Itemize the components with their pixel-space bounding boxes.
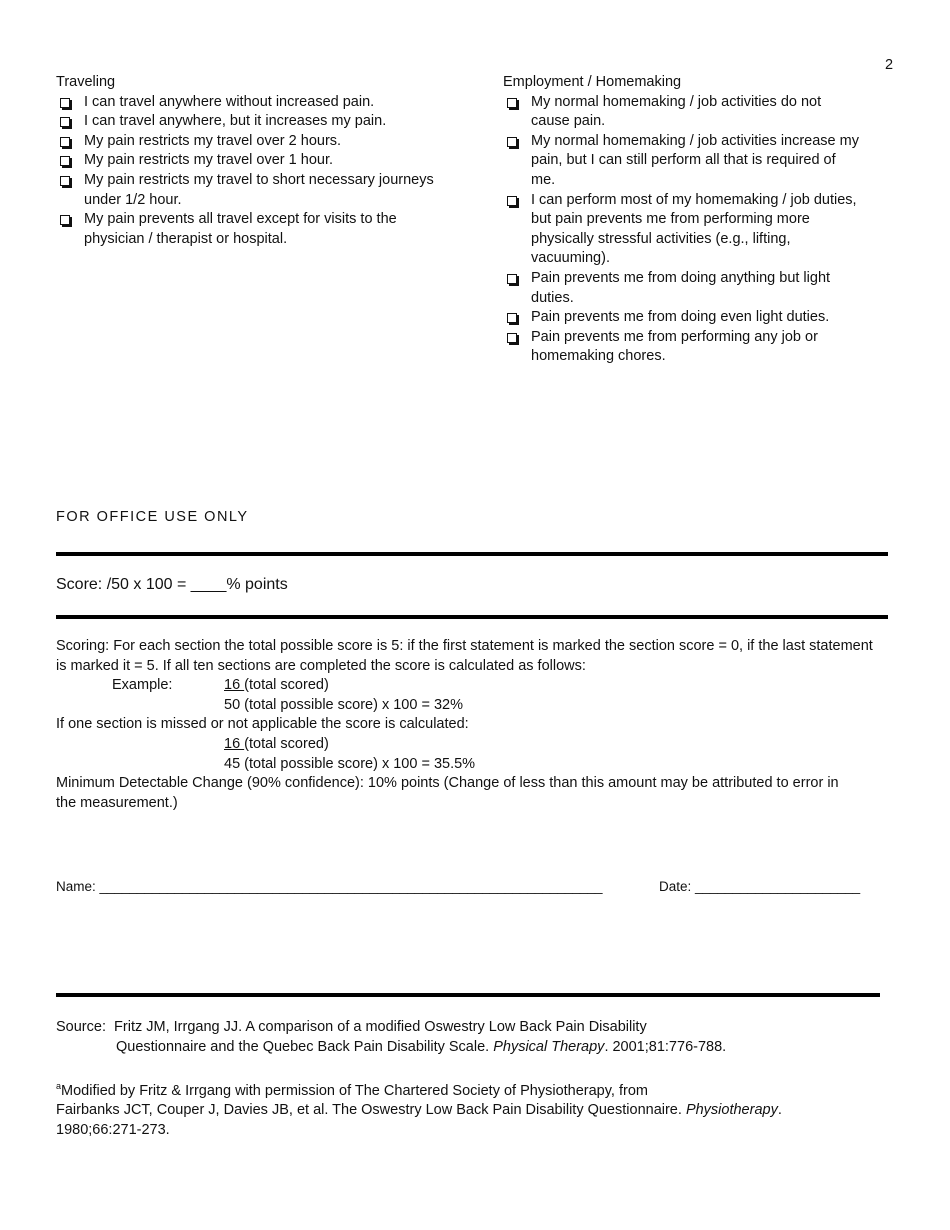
mdc-text: Minimum Detectable Change (90% confidence): 10% points (Change of less than this amount may be attributed to error in the measurement.) bbox=[56, 775, 839, 811]
footnote-marker: a bbox=[56, 1081, 62, 1091]
numerator-note: (total scored) bbox=[244, 677, 329, 694]
denominator: 50 (total possible score) x 100 = 32% bbox=[224, 696, 463, 713]
source-label: Source: bbox=[56, 1019, 106, 1035]
employment-section bbox=[503, 73, 863, 367]
divider bbox=[56, 552, 888, 556]
checkbox[interactable] bbox=[60, 117, 70, 127]
option-label: My pain prevents all travel except for visits to the physician / therapist or hospital. bbox=[84, 211, 397, 247]
checkbox[interactable] bbox=[60, 98, 70, 108]
footnote-text: . bbox=[777, 1102, 782, 1119]
denominator: 45 (total possible score) x 100 = 35.5% bbox=[224, 755, 476, 772]
option-label: My normal homemaking / job activities increase my pain, but I can still perform all that is required of me. bbox=[531, 132, 859, 188]
option-item bbox=[56, 112, 436, 132]
numerator-note: (total scored) bbox=[244, 735, 329, 752]
footnote bbox=[56, 1077, 856, 1141]
option-list bbox=[503, 93, 863, 367]
option-label: I can travel anywhere, but it increases my pain. bbox=[84, 113, 387, 130]
office-use-heading: FOR OFFICE USE ONLY bbox=[56, 509, 249, 525]
option-label: I can travel anywhere without increased pain. bbox=[84, 93, 375, 110]
checkbox[interactable] bbox=[507, 98, 517, 108]
journal-name: Physical Therapy bbox=[493, 1038, 605, 1055]
journal-name: Physiotherapy bbox=[685, 1102, 778, 1119]
option-item bbox=[56, 210, 436, 249]
divider bbox=[56, 615, 888, 619]
option-item bbox=[503, 132, 863, 191]
scoring-instructions bbox=[56, 637, 876, 813]
option-label: My normal homemaking / job activities do not cause pain. bbox=[531, 93, 822, 130]
source-citation bbox=[56, 1018, 856, 1057]
option-label: Pain prevents me from performing any job or homemaking chores. bbox=[531, 328, 818, 365]
option-item bbox=[56, 132, 436, 152]
numerator: 16 bbox=[224, 677, 245, 694]
option-item bbox=[503, 93, 863, 132]
numerator: 16 bbox=[224, 735, 245, 752]
option-item bbox=[503, 328, 863, 367]
divider bbox=[56, 993, 880, 997]
source-text: Questionnaire and the Quebec Back Pain Disability Scale. bbox=[116, 1038, 494, 1055]
option-label: My pain restricts my travel over 2 hours. bbox=[84, 132, 342, 149]
page-number: 2 bbox=[885, 57, 894, 73]
example-label: Example: bbox=[112, 677, 173, 694]
option-list bbox=[56, 93, 436, 250]
missed-text: If one section is missed or not applicable the score is calculated: bbox=[56, 716, 469, 733]
footnote-text: 1980;66:271-273. bbox=[56, 1122, 170, 1139]
checkbox[interactable] bbox=[60, 215, 70, 225]
option-label: I can perform most of my homemaking / job duties, but pain prevents me from performing more physically stressful activities (e.g., lifting, vacuuming). bbox=[531, 191, 857, 267]
name-field[interactable]: Name: ___________________________________________________________________ bbox=[56, 879, 603, 894]
option-item bbox=[503, 269, 863, 308]
checkbox[interactable] bbox=[60, 156, 70, 166]
option-item bbox=[56, 171, 436, 210]
checkbox[interactable] bbox=[507, 137, 517, 147]
footnote-text: Modified by Fritz & Irrgang with permission of The Chartered Society of Physiotherapy, from bbox=[61, 1082, 648, 1099]
option-item bbox=[503, 191, 863, 269]
checkbox[interactable] bbox=[507, 196, 517, 206]
section-title: Traveling bbox=[56, 74, 116, 90]
source-text: Fritz JM, Irrgang JJ. A comparison of a modified Oswestry Low Back Pain Disability bbox=[114, 1019, 647, 1035]
checkbox[interactable] bbox=[60, 176, 70, 186]
option-label: Pain prevents me from doing even light duties. bbox=[531, 309, 830, 326]
source-text: . 2001;81:776-788. bbox=[604, 1038, 727, 1055]
option-item bbox=[56, 151, 436, 171]
score-line: Score: /50 x 100 = ____% points bbox=[56, 576, 288, 593]
option-label: My pain restricts my travel over 1 hour. bbox=[84, 152, 333, 169]
checkbox[interactable] bbox=[507, 274, 517, 284]
scoring-intro: Scoring: For each section the total possible score is 5: if the first statement is marked the section score = 0, if the last statement is marked it = 5. If all ten sections are completed the score is calculated as follows: bbox=[56, 638, 873, 674]
checkbox[interactable] bbox=[60, 137, 70, 147]
option-item bbox=[56, 93, 436, 113]
section-title: Employment / Homemaking bbox=[503, 74, 682, 90]
option-label: Pain prevents me from doing anything but light duties. bbox=[531, 269, 831, 306]
checkbox[interactable] bbox=[507, 313, 517, 323]
checkbox[interactable] bbox=[507, 333, 517, 343]
traveling-section bbox=[56, 73, 436, 249]
footnote-text: Fairbanks JCT, Couper J, Davies JB, et al. The Oswestry Low Back Pain Disability Questionnaire. bbox=[56, 1102, 686, 1119]
option-label: My pain restricts my travel to short necessary journeys under 1/2 hour. bbox=[84, 171, 434, 208]
date-field[interactable]: Date: ______________________ bbox=[659, 879, 861, 894]
option-item bbox=[503, 308, 863, 328]
